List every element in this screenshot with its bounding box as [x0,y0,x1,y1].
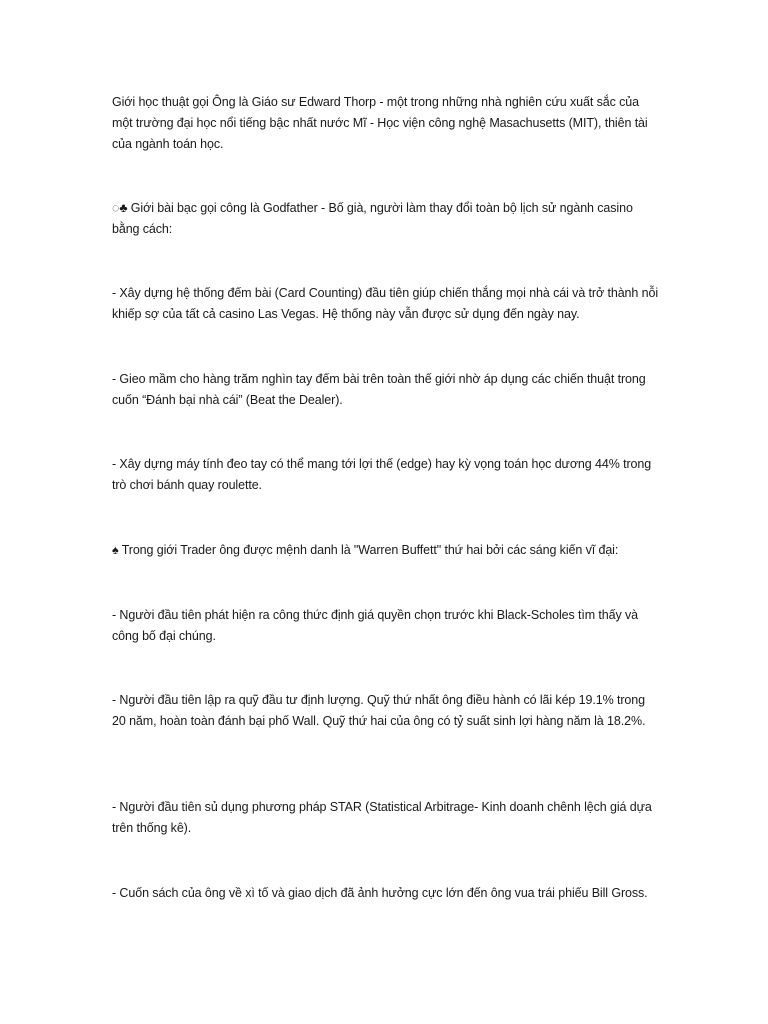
paragraph-beat-the-dealer: - Gieo mầm cho hàng trăm nghìn tay đếm bài trên toàn thế giới nhờ áp dụng các chiến thuật trong cuốn “Đánh bại nhà cái” (Beat the Dealer). [112,372,646,407]
paragraph-intro: Giới học thuật gọi Ông là Giáo sư Edward Thorp - một trong những nhà nghiên cứu xuất sắc của một trường đại học nổi tiếng bậc nhất nước Mĩ - Học viện công nghệ Masachusetts (MIT), thiên tài của ngành toán học. [112,95,648,151]
paragraph-trader-intro: ♠ Trong giới Trader ông được mệnh danh là "Warren Buffett" thứ hai bởi các sáng kiến vĩ đại: [112,543,619,557]
paragraph-star-method: - Người đầu tiên sủ dụng phương pháp STAR (Statistical Arbitrage- Kinh doanh chênh lệch giá dựa trên thống kê). [112,800,652,835]
paragraph-wearable-computer: - Xây dựng máy tính đeo tay có thể mang tới lợi thế (edge) hay kỳ vọng toán học dương 44% trong trò chơi bánh quay roulette. [112,457,652,492]
paragraph-gambling-godfather: ◌♣ Giới bài bạc gọi công là Godfather - Bố già, người làm thay đổi toàn bộ lịch sử ngành casino bằng cách: [112,201,633,236]
paragraph-option-pricing: - Người đầu tiên phát hiện ra công thức định giá quyền chọn trước khi Black-Scholes tìm thấy và công bố đại chúng. [112,608,639,643]
paragraph-bill-gross: - Cuốn sách của ông về xì tố và giao dịch đã ảnh hưởng cực lớn đến ông vua trái phiếu Bill Gross. [112,886,648,900]
paragraph-card-counting: - Xây dựng hệ thống đếm bài (Card Counting) đầu tiên giúp chiến thắng mọi nhà cái và trở thành nỗi khiếp sợ của tất cả casino Las Vegas. Hệ thống này vẫn được sử dụng đến ngày nay. [112,286,658,321]
paragraph-quant-fund: - Người đầu tiên lập ra quỹ đầu tư định lượng. Quỹ thứ nhất ông điều hành có lãi kép 19.1% trong 20 năm, hoàn toàn đánh bại phố Wall. Quỹ thứ hai của ông có tỷ suất sinh lợi hàng năm là 18.2%. [112,693,646,728]
